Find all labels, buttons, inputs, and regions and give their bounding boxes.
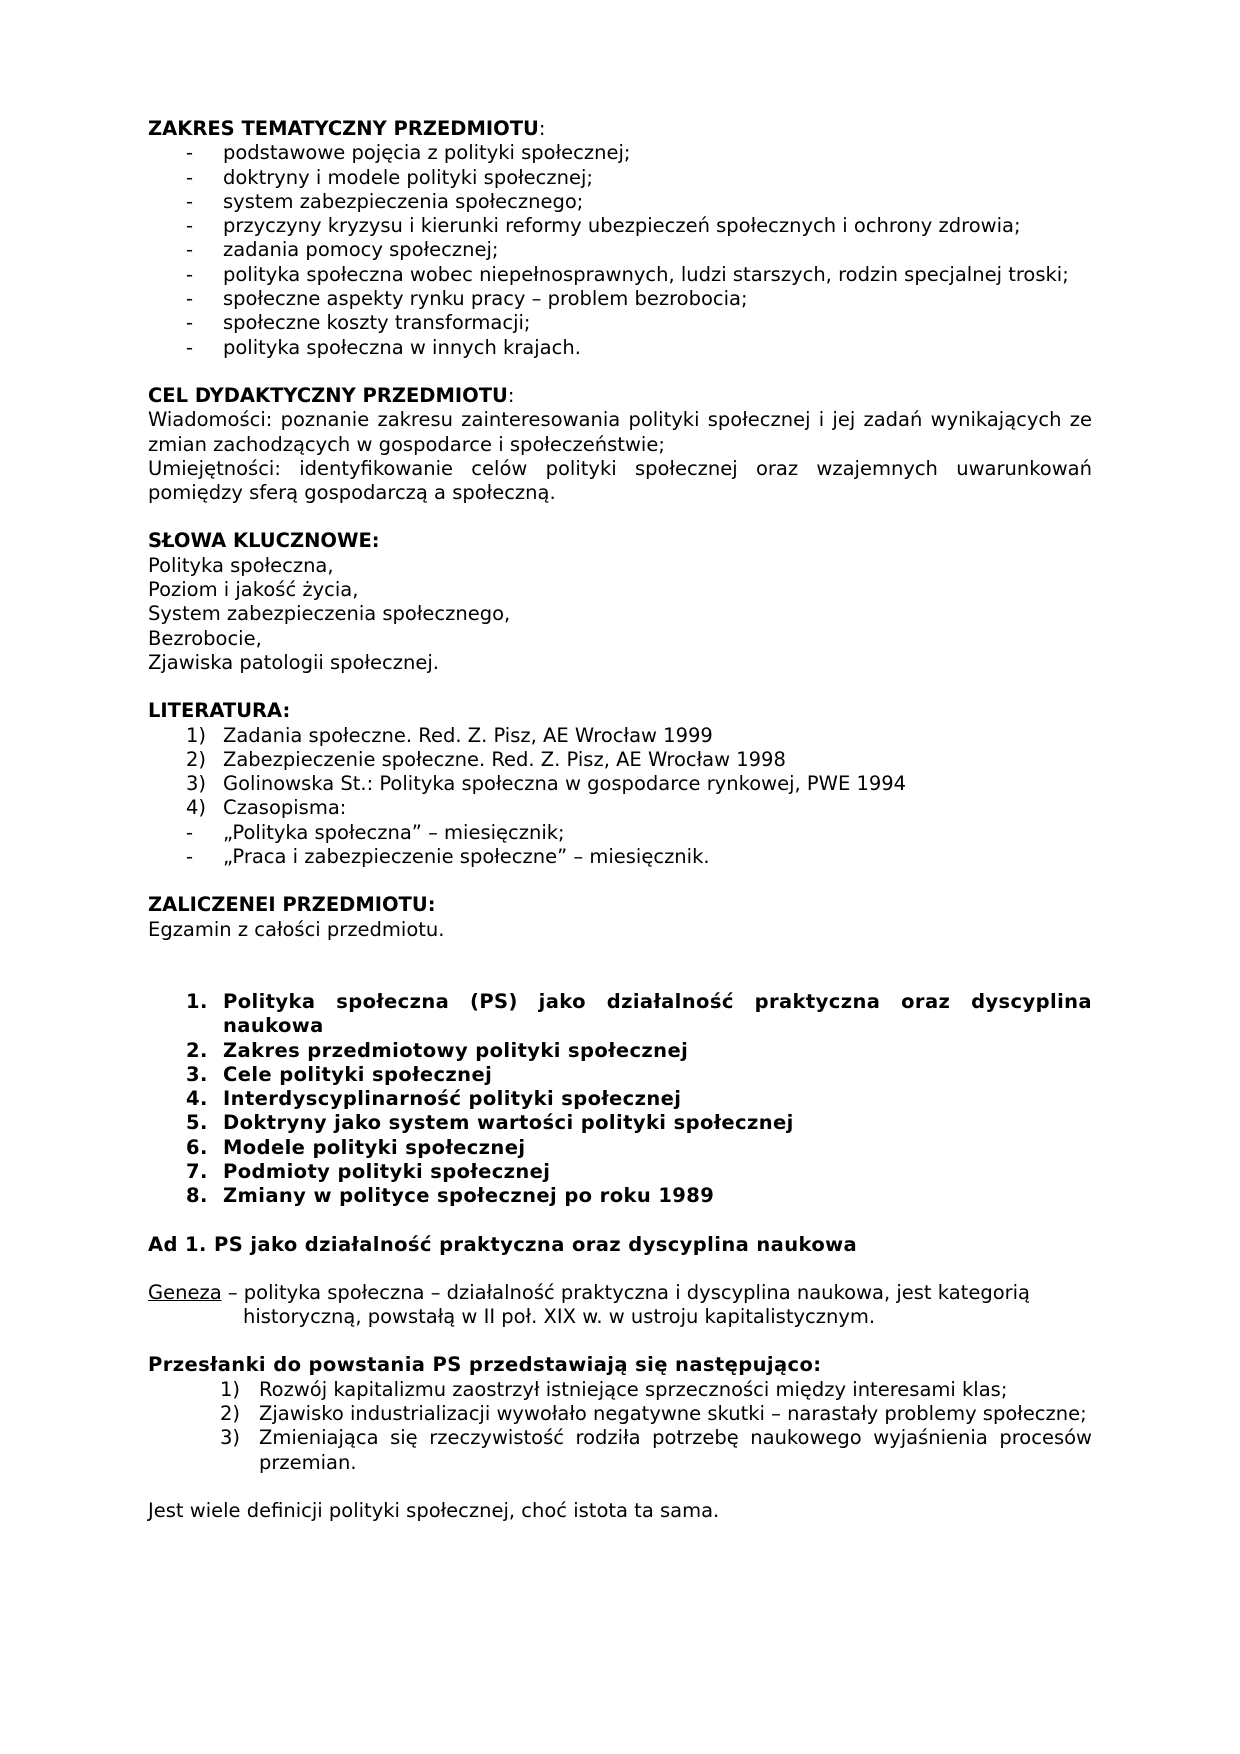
zakres-heading: ZAKRES TEMATYCZNY PRZEDMIOTU: [148, 117, 546, 140]
literatura-heading: LITERATURA: [148, 699, 291, 723]
list-item: - polityka społeczna w innych krajach. [148, 336, 1092, 360]
cel-wiadomosci: Wiadomości: poznanie zakresu zainteresowania polityki społecznej i jej zadań wynikających ze zmian zachodzących w gospodarce i społeczeństwie; [148, 408, 1092, 456]
list-item: - „Praca i zabezpieczenie społeczne” – miesięcznik. [148, 845, 1092, 869]
list-item: 5. Doktryny jako system wartości polityki społecznej [186, 1111, 794, 1135]
keyword: Polityka społeczna, [148, 553, 334, 577]
zakres-list [148, 141, 1092, 360]
list-item: 2) Zabezpieczenie społeczne. Red. Z. Pisz, AE Wrocław 1998 [186, 747, 786, 771]
list-item: - doktryny i modele polityki społecznej; [148, 166, 1092, 190]
topics-list [148, 990, 1092, 1209]
ad1-heading: Ad 1. PS jako działalność praktyczna oraz dyscyplina naukowa [148, 1232, 858, 1256]
list-item: - polityka społeczna wobec niepełnosprawnych, ludzi starszych, rodzin specjalnej troski; [148, 263, 1092, 287]
zaliczenie-text: Egzamin z całości przedmiotu. [148, 917, 445, 941]
journals-list [148, 821, 1092, 870]
list-item: 1) Rozwój kapitalizmu zaostrzył istniejące sprzeczności między interesami klas; [220, 1377, 1008, 1401]
list-item: 1. Polityka społeczna (PS) jako działalność praktyczna oraz dyscyplina naukowa [186, 989, 1092, 1038]
literatura-list [148, 724, 1092, 821]
slowa-heading: SŁOWA KLUCZNOWE: [148, 529, 380, 553]
list-item: - „Polityka społeczna” – miesięcznik; [148, 821, 1092, 845]
keyword: System zabezpieczenia społecznego, [148, 602, 511, 626]
zaliczenie-heading: ZALICZENEI PRZEDMIOTU: [148, 893, 436, 917]
list-item: 8. Zmiany w polityce społecznej po roku 1989 [186, 1184, 715, 1208]
geneza-paragraph: Geneza – polityka społeczna – działalność praktyczna i dyscyplina naukowa, jest kategorią historyczną, powstałą w II poł. XIX w. w ustroju kapitalistycznym. [148, 1280, 1031, 1329]
list-item: 3) Golinowska St.: Polityka społeczna w gospodarce rynkowej, PWE 1994 [186, 772, 907, 796]
list-item: - społeczne aspekty rynku pracy – problem bezrobocia; [148, 287, 1092, 311]
list-item: 4) Czasopisma: [186, 796, 347, 820]
cel-heading: CEL DYDAKTYCZNY PRZEDMIOTU: [148, 383, 515, 407]
przeslanki-list [148, 1378, 1092, 1475]
list-item: 6. Modele polityki społecznej [186, 1135, 526, 1159]
list-item: 7. Podmioty polityki społecznej [186, 1159, 551, 1183]
document-page [148, 117, 1092, 1523]
list-item: - społeczne koszty transformacji; [148, 311, 1092, 335]
list-item: 4. Interdyscyplinarność polityki społecznej [186, 1087, 682, 1111]
przeslanki-heading: Przesłanki do powstania PS przedstawiają się następująco: [148, 1353, 822, 1377]
list-item: 1) Zadania społeczne. Red. Z. Pisz, AE Wrocław 1999 [186, 723, 713, 747]
list-item: - przyczyny kryzysu i kierunki reformy ubezpieczeń społecznych i ochrony zdrowia; [148, 214, 1092, 238]
list-item: 2. Zakres przedmiotowy polityki społecznej [186, 1038, 689, 1062]
closing-text: Jest wiele definicji polityki społecznej, choć istota ta sama. [148, 1498, 720, 1522]
list-item: - system zabezpieczenia społecznego; [148, 190, 1092, 214]
list-item: - podstawowe pojęcia z polityki społecznej; [148, 141, 1092, 165]
geneza-label: Geneza [148, 1280, 222, 1304]
list-item: 3. Cele polityki społecznej [186, 1062, 493, 1086]
cel-umiejetnosci: Umiejętności: identyfikowanie celów polityki społecznej oraz wzajemnych uwarunkowań pomiędzy sferą gospodarczą a społeczną. [148, 456, 1092, 505]
keyword: Poziom i jakość życia, [148, 578, 359, 602]
keyword: Zjawiska patologii społecznej. [148, 650, 439, 674]
list-item: - zadania pomocy społecznej; [148, 238, 1092, 262]
list-item: 3) Zmieniająca się rzeczywistość rodziła potrzebę naukowego wyjaśnienia procesów przemian. [220, 1426, 1092, 1474]
keyword: Bezrobocie, [148, 626, 262, 650]
list-item: 2) Zjawisko industrializacji wywołało negatywne skutki – narastały problemy społeczne; [220, 1402, 1087, 1426]
